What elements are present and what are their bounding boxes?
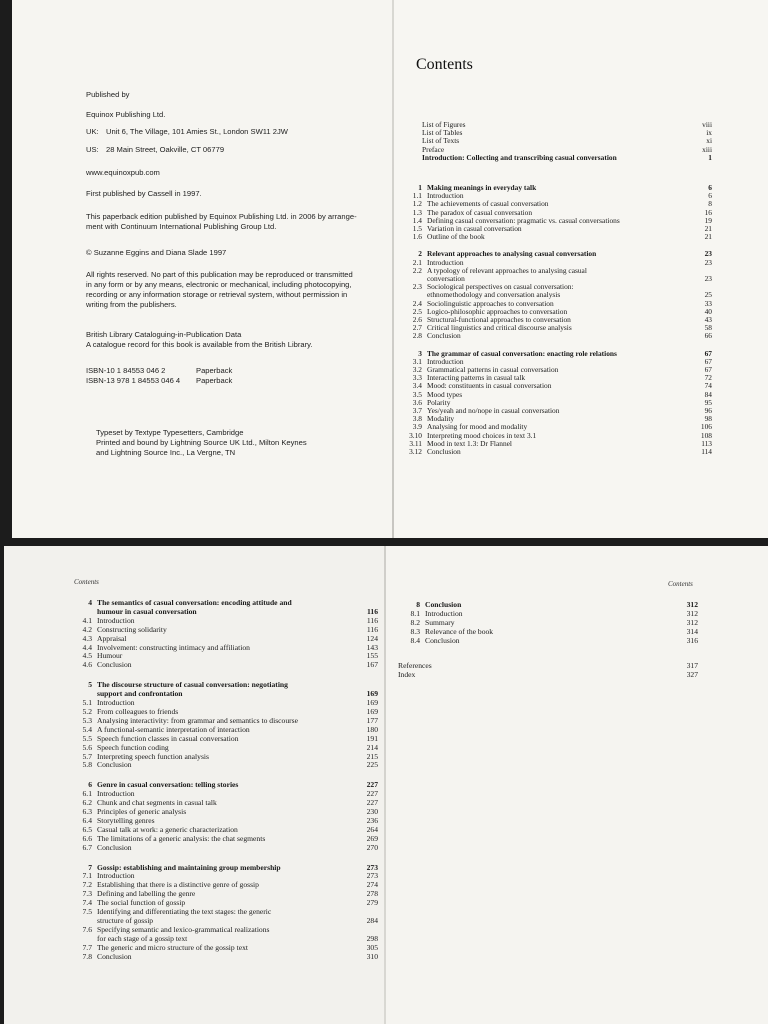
- toc-entry-page: 16: [704, 207, 712, 217]
- toc-entry-number: 8.1: [410, 608, 420, 618]
- toc-entry-page: 169: [366, 689, 378, 699]
- toc-entry-number: 6.1: [82, 789, 92, 799]
- toc-entry-number: 5.1: [82, 698, 92, 708]
- toc-entry-number: 3.7: [412, 406, 422, 416]
- toc-entry-page: 96: [704, 406, 712, 416]
- toc-entry-number: 7.2: [82, 880, 92, 890]
- toc-entry-number: 5.3: [82, 715, 92, 725]
- toc-entry-page: 74: [704, 381, 712, 391]
- toc-entry-title: Summary: [425, 617, 455, 627]
- toc-entry-page: 284: [366, 916, 378, 925]
- toc-entry-page: 273: [366, 871, 378, 881]
- toc-entry-title: Conclusion: [97, 842, 132, 852]
- publisher-name: Equinox Publishing Ltd.: [86, 110, 166, 119]
- toc-entry-title: humour in casual conversation: [97, 606, 197, 616]
- toc-entry-title: A functional-semantic interpretation of interaction: [97, 724, 250, 734]
- toc-entry-title: Sociological perspectives on casual conversation:: [427, 282, 574, 292]
- toc-entry-page: 316: [686, 635, 698, 645]
- toc-entry-title: Introduction: [97, 615, 135, 625]
- toc-entry-page: 177: [366, 715, 378, 725]
- toc-entry-number: 3.4: [412, 381, 422, 391]
- toc-entry-number: 2.1: [412, 257, 422, 267]
- toc-entry-title: Making meanings in everyday talk: [427, 183, 537, 192]
- toc-entry-page: 67: [704, 365, 712, 375]
- toc-entry-title: Defining and labelling the genre: [97, 889, 196, 899]
- uk-address-line: [86, 127, 288, 137]
- toc-entry-page: 305: [366, 942, 378, 952]
- toc-entry-page: 84: [704, 389, 712, 399]
- toc-entry-number: 3.9: [412, 422, 422, 432]
- toc-entry-title: Variation in casual conversation: [427, 224, 522, 234]
- toc-entry-number: 3.3: [412, 373, 422, 383]
- toc-entry-number: 1: [418, 183, 422, 192]
- toc-entry-number: 5: [88, 680, 92, 690]
- toc-entry-number: 3.5: [412, 389, 422, 399]
- toc-entry-number: 2.3: [412, 282, 422, 292]
- toc-entry-number: 6: [88, 780, 92, 790]
- uk-label: UK:: [86, 127, 99, 136]
- cip-heading: British Library Cataloguing-in-Publication Data: [86, 330, 242, 339]
- toc-entry-number: 2.4: [412, 298, 422, 308]
- toc-entry-number: 5.6: [82, 742, 92, 752]
- toc-entry-number: 2.2: [412, 265, 422, 275]
- toc-entry-title: Introduction: [97, 698, 135, 708]
- toc-entry-number: 7: [88, 862, 92, 872]
- toc-entry-title: The grammar of casual conversation: enacting role relations: [427, 348, 617, 358]
- toc-entry-number: 4.5: [82, 651, 92, 661]
- toc-entry-title: Establishing that there is a distinctive genre of gossip: [97, 880, 259, 890]
- contents-page-3: [386, 546, 768, 1024]
- toc-entry-page: 143: [366, 642, 378, 652]
- toc-entry-number: 8.3: [410, 626, 420, 636]
- toc-entry-page: 279: [366, 898, 378, 908]
- toc-entry-page: 264: [366, 824, 378, 834]
- toc-entry-title: Structural-functional approaches to conversation: [427, 315, 571, 325]
- toc-entry-number: 2.6: [412, 315, 422, 325]
- toc-entry-title: Outline of the book: [427, 232, 485, 242]
- toc-entry-page: ix: [706, 128, 712, 138]
- toc-entry-page: 215: [366, 751, 378, 761]
- toc-entry-page: 236: [366, 815, 378, 825]
- toc-entry-title: Humour: [97, 651, 123, 661]
- toc-entry-page: 225: [366, 760, 378, 770]
- toc-entry-title: Introduction: [427, 257, 464, 267]
- toc-entry-number: 1.4: [412, 215, 422, 225]
- toc-entry-number: 6.4: [82, 815, 92, 825]
- toc-front-matter: [422, 121, 712, 162]
- toc-entry-title: Genre in casual conversation: telling stories: [97, 780, 239, 790]
- toc-entry-number: 6.3: [82, 807, 92, 817]
- rights-line-1: All rights reserved. No part of this publication may be reproduced or transmitted: [86, 270, 353, 279]
- toc-entry-title: Introduction: Collecting and transcribing casual conversation: [422, 152, 617, 162]
- toc-entry-title: The semantics of casual conversation: encoding attitude and: [97, 598, 292, 607]
- toc-entry-page: 66: [704, 331, 712, 341]
- toc-entry-page: 312: [686, 608, 698, 618]
- toc-entry-title: List of Texts: [422, 136, 460, 146]
- toc-entry-title: Casual talk at work: a generic characterization: [97, 824, 238, 834]
- toc-entry-page: xi: [706, 136, 712, 146]
- toc-entry-page: 95: [704, 397, 712, 407]
- toc-entry-number: 3.1: [412, 356, 422, 366]
- toc-back-matter: [398, 662, 698, 680]
- toc-entry-number: 8.4: [410, 635, 420, 645]
- uk-address: Unit 6, The Village, 101 Amies St., London SW11 2JW: [106, 127, 288, 136]
- toc-entry-page: 327: [686, 669, 698, 679]
- toc-entry-number: 7.1: [82, 871, 92, 881]
- toc-entry-number: 4.6: [82, 660, 92, 670]
- rights-line-3: recording or any information storage or retrieval system, without permission in: [86, 290, 348, 299]
- toc-entry-page: 58: [704, 323, 712, 333]
- toc-chapter-8: [398, 601, 698, 646]
- toc-entry-number: 6.7: [82, 842, 92, 852]
- toc-entry-number: 7.7: [82, 942, 92, 952]
- toc-entry-title: Sociolinguistic approaches to conversation: [427, 298, 554, 308]
- toc-entry-number: 7.6: [82, 924, 92, 934]
- toc-entry-title: Logico-philosophic approaches to conversation: [427, 306, 568, 316]
- toc-entry-title: A typology of relevant approaches to analysing casual: [427, 265, 587, 275]
- toc-entry-title: The paradox of casual conversation: [427, 207, 533, 217]
- toc-entry: [398, 671, 698, 680]
- running-head-left: Contents: [74, 578, 99, 586]
- toc-entry-title: Introduction: [425, 608, 463, 618]
- toc-entry-title: Relevance of the book: [425, 626, 494, 636]
- toc-entry-number: 7.8: [82, 951, 92, 961]
- paperback-edition-line-2: ment with Continuum International Publishing Group Ltd.: [86, 222, 277, 231]
- toc-entry-page: 116: [366, 624, 378, 634]
- toc-entry-title: The discourse structure of casual conversation: negotiating: [97, 680, 288, 690]
- us-address: 28 Main Street, Oakville, CT 06779: [106, 145, 225, 154]
- toc-entry-number: 3.6: [412, 397, 422, 407]
- toc-entry-number: 2: [418, 249, 422, 259]
- toc-entry-title: Speech function classes in casual conversation: [97, 733, 239, 743]
- toc-entry-title: Mood in text 1.3: Dr Flannel: [427, 438, 512, 448]
- toc-entry-page: 314: [686, 626, 698, 636]
- toc-entry: [422, 121, 712, 129]
- toc-entry-title: Introduction: [427, 191, 464, 201]
- toc-entry-title: Conclusion: [97, 951, 132, 961]
- toc-entry-number: 4.2: [82, 624, 92, 634]
- toc-entry: [398, 637, 698, 646]
- toc-entry-page: 23: [704, 257, 712, 267]
- contents-title: Contents: [416, 56, 473, 73]
- toc-entry: [406, 332, 712, 340]
- copyright-page: [12, 0, 394, 538]
- contents-page-2: [4, 546, 386, 1024]
- toc-entry-title: From colleagues to friends: [97, 706, 179, 716]
- toc-entry-title: Conclusion: [425, 600, 462, 609]
- toc-entry-number: 8: [416, 600, 420, 609]
- toc-entry-number: 5.8: [82, 760, 92, 770]
- toc-entry-page: 25: [704, 290, 712, 300]
- toc-entry-page: 21: [704, 224, 712, 234]
- toc-entry-title: Conclusion: [97, 760, 132, 770]
- isbn10-type: Paperback: [196, 366, 233, 375]
- rights-line-4: writing from the publishers.: [86, 300, 177, 309]
- toc-entry-page: 116: [367, 606, 378, 616]
- toc-entry-title: List of Tables: [422, 128, 463, 138]
- us-label: US:: [86, 145, 99, 154]
- toc-entry-page: 227: [366, 789, 378, 799]
- toc-entry-page: 269: [366, 833, 378, 843]
- toc-entry-title: Preface: [422, 144, 445, 154]
- toc-entry-number: 3.11: [409, 438, 422, 448]
- first-published: First published by Cassell in 1997.: [86, 189, 202, 198]
- toc-entry-number: 3.8: [412, 414, 422, 424]
- toc-entry-title: Speech function coding: [97, 742, 169, 752]
- toc-entry-page: 72: [704, 373, 712, 383]
- toc-entry-page: 124: [366, 633, 378, 643]
- toc-entry-title: List of Figures: [422, 120, 466, 129]
- toc-entry: [422, 154, 712, 162]
- toc-entry-page: 40: [704, 306, 712, 316]
- toc-entry: [406, 233, 712, 241]
- toc-entry: [406, 448, 712, 456]
- toc-entry-title: Introduction: [97, 871, 135, 881]
- toc-entry-title: Yes/yeah and no/nope in casual conversation: [427, 406, 560, 416]
- toc-entry-number: 1.6: [412, 232, 422, 242]
- toc-entry-title: The social function of gossip: [97, 898, 186, 908]
- toc-entry-title: Principles of generic analysis: [97, 807, 187, 817]
- toc-entry-number: 5.5: [82, 733, 92, 743]
- toc-entry: [422, 129, 712, 137]
- toc-entry-title: Modality: [427, 414, 455, 424]
- toc-spacer: [70, 853, 378, 864]
- toc-chapters-1-3: [406, 184, 712, 456]
- toc-entry-number: 4: [88, 598, 92, 607]
- toc-entry-page: 227: [366, 780, 378, 790]
- toc-entry-title: Introduction: [427, 356, 464, 366]
- toc-entry-page: 169: [366, 698, 378, 708]
- toc-entry-title: Storytelling genres: [97, 815, 155, 825]
- toc-entry-title: Introduction: [97, 789, 135, 799]
- toc-entry: [398, 662, 698, 671]
- toc-entry-title: Identifying and differentiating the text stages: the generic: [97, 907, 272, 917]
- paperback-edition-line-1: This paperback edition published by Equinox Publishing Ltd. in 2006 by arrange-: [86, 212, 357, 221]
- toc-entry-page: 317: [686, 661, 698, 670]
- toc-entry-number: 5.2: [82, 706, 92, 716]
- toc-entry-number: 6.6: [82, 833, 92, 843]
- toc-entry-page: 214: [366, 742, 378, 752]
- toc-entry: [406, 391, 712, 399]
- cip-text: A catalogue record for this book is available from the British Library.: [86, 340, 313, 349]
- isbn13: ISBN-13 978 1 84553 046 4: [86, 376, 181, 385]
- toc-entry-number: 1.1: [412, 191, 422, 201]
- toc-entry-page: 6: [708, 191, 712, 201]
- toc-entry-page: 108: [700, 430, 712, 440]
- toc-entry-page: 67: [704, 356, 712, 366]
- toc-entry-number: 1.5: [412, 224, 422, 234]
- toc-entry-page: 312: [686, 617, 698, 627]
- toc-entry-title: Interpreting speech function analysis: [97, 751, 209, 761]
- toc-entry-title: The achievements of casual conversation: [427, 199, 549, 209]
- toc-entry-title: Involvement: constructing intimacy and affiliation: [97, 642, 250, 652]
- published-by-label: Published by: [86, 90, 130, 99]
- toc-entry: [70, 761, 378, 770]
- toc-entry-page: 310: [366, 951, 378, 961]
- toc-entry-page: 98: [704, 414, 712, 424]
- toc-entry-number: 4.3: [82, 633, 92, 643]
- toc-entry-number: 7.4: [82, 898, 92, 908]
- toc-entry-page: xiii: [702, 144, 712, 154]
- toc-entry-page: 273: [366, 862, 378, 872]
- toc-entry-title: Grammatical patterns in casual conversation: [427, 365, 559, 375]
- toc-entry-title: Gossip: establishing and maintaining group membership: [97, 862, 281, 872]
- toc-entry-page: 106: [700, 422, 712, 432]
- toc-entry-page: 278: [366, 889, 378, 899]
- toc-entry-title: Chunk and chat segments in casual talk: [97, 798, 217, 808]
- toc-entry-number: 4.1: [82, 615, 92, 625]
- toc-entry-page: 298: [366, 933, 378, 943]
- toc-entry: [70, 661, 378, 670]
- printed-credit-1: Printed and bound by Lightning Source UK Ltd., Milton Keynes: [96, 438, 307, 447]
- toc-entry-title: Defining casual conversation: pragmatic vs. casual conversations: [427, 215, 620, 225]
- toc-entry-page: 33: [704, 298, 712, 308]
- isbn10: ISBN-10 1 84553 046 2: [86, 366, 166, 375]
- toc-entry-title: Conclusion: [427, 331, 461, 341]
- toc-entry-title: Interpreting mood choices in text 3.1: [427, 430, 537, 440]
- toc-entry-page: 274: [366, 880, 378, 890]
- toc-entry-number: 2.8: [412, 331, 422, 341]
- us-address-line: [86, 145, 224, 155]
- toc-entry-title: Constructing solidarity: [97, 624, 167, 634]
- toc-entry-title: Conclusion: [427, 447, 461, 457]
- toc-entry-number: 3.12: [409, 447, 422, 457]
- toc-entry: [70, 844, 378, 853]
- toc-entry-title: support and confrontation: [97, 689, 183, 699]
- toc-entry-number: 6.5: [82, 824, 92, 834]
- toc-entry-page: 169: [366, 706, 378, 716]
- toc-entry-page: 270: [366, 842, 378, 852]
- toc-entry-title: Analysing for mood and modality: [427, 422, 528, 432]
- toc-entry-page: 8: [708, 199, 712, 209]
- toc-entry-page: 180: [366, 724, 378, 734]
- toc-entry-number: 1.3: [412, 207, 422, 217]
- toc-entry-title: References: [398, 661, 432, 670]
- website: www.equinoxpub.com: [86, 168, 160, 177]
- toc-entry-page: 23: [704, 274, 712, 284]
- toc-entry-title: conversation: [427, 274, 465, 284]
- contents-page-1: [394, 0, 768, 538]
- toc-entry-page: 191: [366, 733, 378, 743]
- toc-entry-title: Mood types: [427, 389, 463, 399]
- toc-entry-number: 7.5: [82, 907, 92, 917]
- toc-entry-number: 8.2: [410, 617, 420, 627]
- toc-entry-number: 3.10: [409, 430, 422, 440]
- typeset-credit: Typeset by Textype Typesetters, Cambridge: [96, 428, 244, 437]
- toc-entry-page: 312: [686, 600, 698, 609]
- toc-entry-number: 1.2: [412, 199, 422, 209]
- toc-entry-title: Mood: constituents in casual conversation: [427, 381, 552, 391]
- toc-entry-page: 23: [704, 249, 712, 259]
- toc-entry-number: 2.5: [412, 306, 422, 316]
- toc-entry-page: 116: [366, 615, 378, 625]
- toc-entry-title: Specifying semantic and lexico-grammatical realizations: [97, 924, 270, 934]
- toc-entry-title: Conclusion: [425, 635, 460, 645]
- toc-entry-number: 3: [418, 348, 422, 358]
- toc-entry-number: 6.2: [82, 798, 92, 808]
- toc-entry-page: 67: [704, 348, 712, 358]
- toc-entry-number: 7.3: [82, 889, 92, 899]
- toc-entry-page: 43: [704, 315, 712, 325]
- toc-chapters-4-7: [70, 599, 378, 962]
- toc-entry-title: Polarity: [427, 397, 451, 407]
- toc-entry-number: 5.4: [82, 724, 92, 734]
- printed-credit-2: and Lightning Source Inc., La Vergne, TN: [96, 448, 236, 457]
- toc-entry: [422, 137, 712, 145]
- copyright-notice: © Suzanne Eggins and Diana Slade 1997: [86, 248, 227, 257]
- toc-entry-number: 4.4: [82, 642, 92, 652]
- toc-entry-title: Appraisal: [97, 633, 127, 643]
- isbn13-type: Paperback: [196, 376, 233, 385]
- toc-entry-title: The limitations of a generic analysis: the chat segments: [97, 833, 266, 843]
- toc-entry-page: viii: [702, 120, 712, 129]
- isbn13-line: [86, 376, 232, 386]
- toc-entry-title: structure of gossip: [97, 916, 154, 925]
- toc-entry-title: Critical linguistics and critical discourse analysis: [427, 323, 572, 333]
- toc-entry-title: Interacting patterns in casual talk: [427, 373, 526, 383]
- toc-entry-title: The generic and micro structure of the gossip text: [97, 942, 248, 952]
- toc-entry-title: for each stage of a gossip text: [97, 933, 188, 943]
- toc-entry-title: Index: [398, 669, 416, 679]
- toc-entry-page: 1: [708, 152, 712, 162]
- running-head-right: Contents: [668, 580, 693, 588]
- toc-entry-page: 114: [701, 447, 712, 457]
- isbn10-line: [86, 366, 232, 376]
- toc-entry-title: Analysing interactivity: from grammar and semantics to discourse: [97, 715, 298, 725]
- toc-entry-page: 113: [701, 438, 712, 448]
- toc-entry-title: Relevant approaches to analysing casual conversation: [427, 249, 597, 259]
- toc-entry-number: 3.2: [412, 365, 422, 375]
- rights-line-2: in any form or by any means, electronic or mechanical, including photocopying,: [86, 280, 352, 289]
- toc-entry-title: Conclusion: [97, 660, 132, 670]
- toc-entry-page: 21: [704, 232, 712, 242]
- toc-entry-title: ethnomethodology and conversation analysis: [427, 290, 561, 300]
- toc-entry-page: 227: [366, 798, 378, 808]
- toc-entry-page: 19: [704, 215, 712, 225]
- toc-entry-page: 155: [366, 651, 378, 661]
- toc-entry-number: 5.7: [82, 751, 92, 761]
- toc-entry-page: 230: [366, 807, 378, 817]
- toc-entry-page: 6: [708, 183, 712, 192]
- toc-entry: [70, 953, 378, 962]
- toc-entry-number: 2.7: [412, 323, 422, 333]
- toc-entry-page: 167: [366, 660, 378, 670]
